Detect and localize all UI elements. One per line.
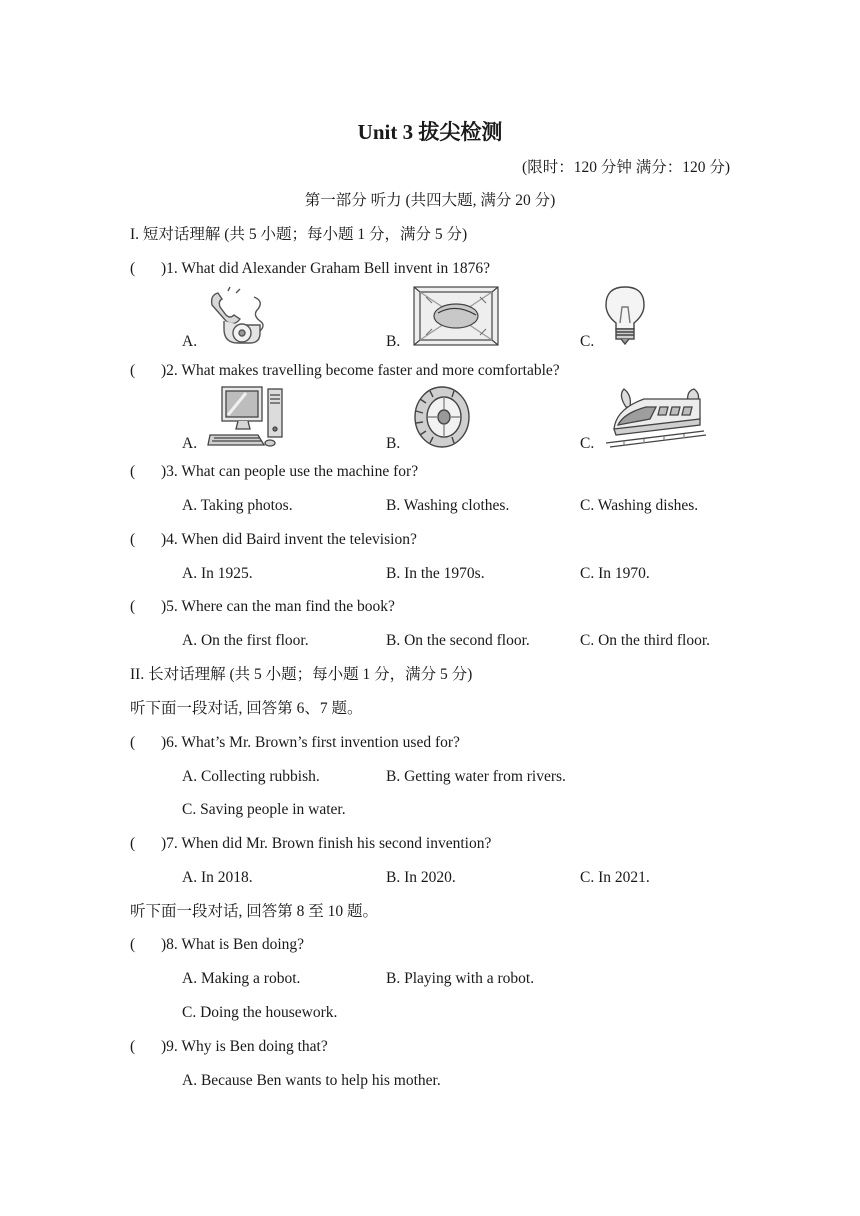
q6-option-a: A. Collecting rubbish. (182, 768, 320, 785)
section-two-heading: II. 长对话理解 (共 5 小题；每小题 1 分，满分 5 分) (130, 666, 473, 683)
q3-text: )3. What can people use the machine for? (161, 463, 419, 480)
dialogue-intro-1: 听下面一段对话, 回答第 6、7 题。 (130, 700, 363, 717)
q5-paren: ( (130, 598, 136, 615)
time-score-info: (限时：120 分钟 满分：120 分) (522, 159, 730, 176)
q5-option-c: C. On the third floor. (580, 632, 711, 649)
q2-option-c: C. (580, 435, 595, 452)
q1-option-a: A. (182, 333, 198, 350)
q1-text: )1. What did Alexander Graham Bell invent in 1876? (161, 260, 491, 277)
q5-option-a: A. On the first floor. (182, 632, 309, 649)
q6-paren: ( (130, 734, 136, 751)
q7-option-b: B. In 2020. (386, 869, 456, 886)
q8-paren: ( (130, 936, 136, 953)
q8-option-c: C. Doing the housework. (182, 1004, 338, 1021)
q7-option-c: C. In 2021. (580, 869, 650, 886)
q5-option-b: B. On the second floor. (386, 632, 530, 649)
page-title: Unit 3 拔尖检测 (357, 120, 503, 144)
q2-option-a: A. (182, 435, 198, 452)
part-one-heading: 第一部分 听力 (共四大题, 满分 20 分) (304, 192, 556, 209)
q7-option-a: A. In 2018. (182, 869, 253, 886)
q6-option-c: C. Saving people in water. (182, 801, 346, 818)
tire-icon (412, 385, 472, 449)
q5-text: )5. Where can the man find the book? (161, 598, 395, 615)
section-one-heading: I. 短对话理解 (共 5 小题；每小题 1 分，满分 5 分) (130, 226, 468, 243)
q8-text: )8. What is Ben doing? (161, 936, 305, 953)
high-speed-train-icon (604, 385, 708, 449)
kite-icon (412, 285, 500, 347)
q4-option-b: B. In the 1970s. (386, 565, 485, 582)
q3-paren: ( (130, 463, 136, 480)
q4-paren: ( (130, 531, 136, 548)
q4-option-a: A. In 1925. (182, 565, 253, 582)
q1-option-b: B. (386, 333, 401, 350)
q6-option-b: B. Getting water from rivers. (386, 768, 566, 785)
q9-text: )9. Why is Ben doing that? (161, 1038, 328, 1055)
q9-option-a: A. Because Ben wants to help his mother. (182, 1072, 441, 1089)
computer-icon (206, 385, 286, 449)
dialogue-intro-2: 听下面一段对话, 回答第 8 至 10 题。 (130, 903, 379, 920)
q4-option-c: C. In 1970. (580, 565, 650, 582)
telephone-icon (206, 285, 268, 347)
q4-text: )4. When did Baird invent the television? (161, 531, 417, 548)
q3-option-c: C. Washing dishes. (580, 497, 699, 514)
q7-paren: ( (130, 835, 136, 852)
light-bulb-icon (604, 285, 646, 347)
q2-text: )2. What makes travelling become faster and more comfortable? (161, 362, 560, 379)
q9-paren: ( (130, 1038, 136, 1055)
q8-option-a: A. Making a robot. (182, 970, 301, 987)
q2-paren: ( (130, 362, 136, 379)
q1-paren: ( (130, 260, 136, 277)
q1-option-c: C. (580, 333, 595, 350)
q2-option-b: B. (386, 435, 401, 452)
q3-option-b: B. Washing clothes. (386, 497, 510, 514)
q6-text: )6. What’s Mr. Brown’s first invention used for? (161, 734, 460, 751)
q8-option-b: B. Playing with a robot. (386, 970, 535, 987)
q3-option-a: A. Taking photos. (182, 497, 293, 514)
q7-text: )7. When did Mr. Brown finish his second invention? (161, 835, 492, 852)
